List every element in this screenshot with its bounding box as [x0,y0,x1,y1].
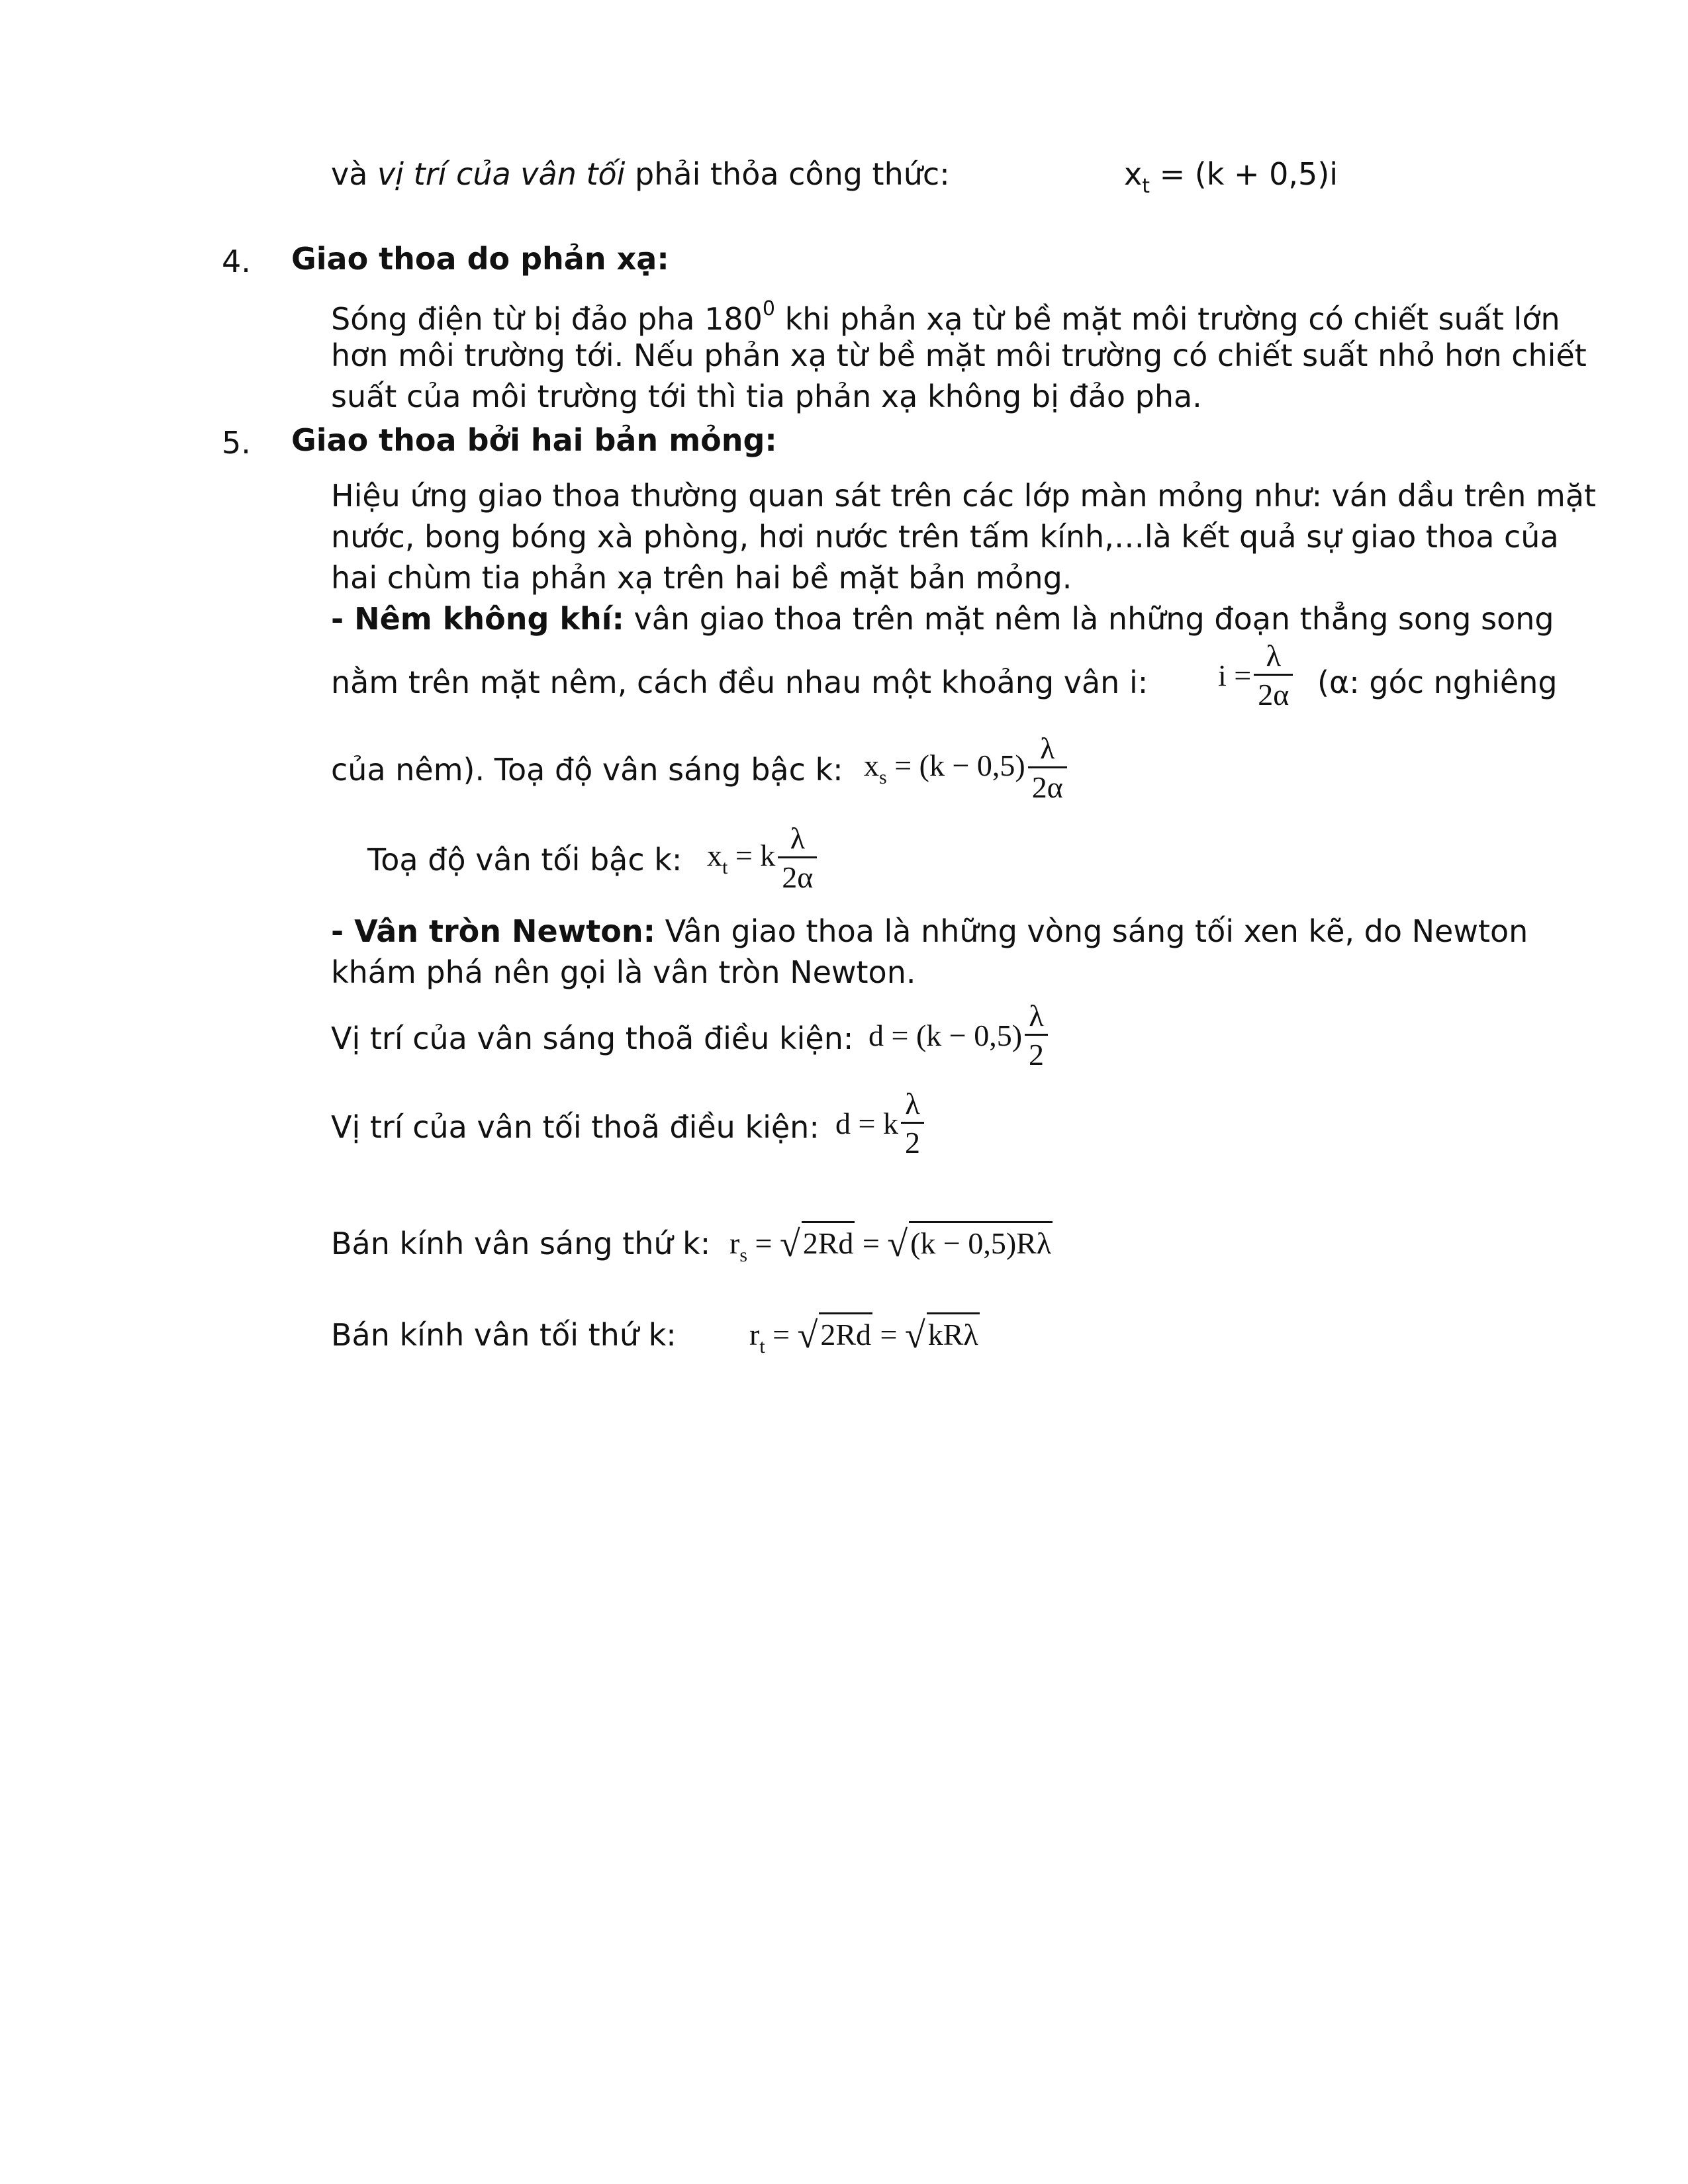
formula-x: x [1124,156,1143,192]
section-4-title-text: Giao thoa do phản xạ: [291,241,669,277]
section-4-para-line-2: hơn môi trường tới. Nếu phản xạ từ bề mặt môi trường có chiết suất nhỏ hơn chiết [331,338,1587,373]
rt-eq1: = [765,1318,798,1351]
formula-x-sub: t [1142,175,1150,198]
section-5-para-line-2: nước, bong bóng xà phòng, hơi nước trên tấm kính,…là kết quả sự giao thoa của [331,519,1559,555]
text-and: và [331,156,378,192]
bright-ring-radius-label: Bán kính vân sáng thứ k: [331,1226,711,1261]
text-formula-intro: phải thỏa công thức: [625,156,950,192]
numerator: λ [1040,731,1055,765]
bright-ring-radius-formula [729,1221,1053,1267]
xs-sub: s [879,766,887,788]
bright-fringe-coordinate-label: của nêm). Toạ độ vân sáng bậc k: [331,752,843,788]
bright-ring-condition-formula [868,1001,1051,1070]
section-4-para-line-1 [331,297,1560,337]
section-5-title-text: Giao thoa bởi hai bản mỏng: [291,422,777,458]
numerator: λ [905,1087,920,1120]
section-5-title [291,422,777,458]
dark-ring-radius-label: Bán kính vân tối thứ k: [331,1317,677,1353]
radical-icon: √ [797,1315,818,1356]
denominator: 2 [1025,1034,1048,1070]
dark-ring-condition-label: Vị trí của vân tối thoã điều kiện: [331,1109,820,1145]
lambda-over-2 [1025,1001,1048,1070]
xs-x: x [864,748,879,782]
rt-radicand-2: kRλ [927,1312,980,1352]
rt-r: r [749,1318,760,1351]
rs-radicand-2: (k − 0,5)Rλ [909,1221,1053,1261]
rs-radicand-1: 2Rd [802,1221,855,1261]
radical-icon: √ [887,1224,908,1265]
radical-icon: √ [779,1224,800,1265]
s4-p1-a: Sóng điện từ bị đảo pha 180 [331,301,763,337]
rs-r: r [729,1226,740,1260]
section-4-number: 4. [222,244,251,279]
dark-ring-radius-formula [749,1312,980,1358]
denominator: 2 [901,1122,924,1158]
fringe-spacing-formula [1218,641,1295,710]
formula-rest: = (k + 0,5)i [1150,156,1338,192]
rs-eq2: = [855,1226,888,1260]
rs-sub: s [739,1244,748,1266]
s4-p1-sup: 0 [762,297,775,320]
air-wedge-line-2: nằm trên mặt nêm, cách đều nhau một khoảng vân i: [331,664,1149,700]
i-lhs: i = [1218,659,1252,692]
bright-fringe-coordinate-formula [864,733,1070,803]
section-5-para-line-1: Hiệu ứng giao thoa thường quan sát trên các lớp màn mỏng như: ván dầu trên mặt [331,478,1597,514]
denominator: 2α [1254,674,1293,710]
d2-lhs: d = k [835,1107,898,1140]
lambda-over-2alpha [778,823,817,893]
lambda-over-2 [901,1089,924,1158]
radical-icon: √ [905,1315,925,1356]
newton-rings-text: Vân giao thoa là những vòng sáng tối xen kẽ, do Newton [655,913,1528,949]
section-4-title [291,241,669,277]
air-wedge-line-1 [331,601,1554,637]
xt-mid: = k [727,838,776,872]
section-5-number: 5. [222,425,251,461]
dark-ring-condition-formula [835,1089,927,1158]
air-wedge-label: - Nêm không khí: [331,601,624,637]
denominator: 2α [778,856,817,893]
newton-rings-line-2: khám phá nên gọi là vân tròn Newton. [331,954,916,990]
xt-sub: t [722,856,728,878]
dark-fringe-coordinate-label: Toạ độ vân tối bậc k: [367,842,682,878]
lambda-over-2alpha [1028,733,1067,803]
xs-mid: = (k − 0,5) [886,748,1025,782]
dark-fringe-coordinate-formula [707,823,820,893]
rs-eq1: = [747,1226,780,1260]
section-5-para-line-3: hai chùm tia phản xạ trên hai bề mặt bản mỏng. [331,560,1072,596]
numerator: λ [1029,999,1044,1032]
xt-x: x [707,838,722,872]
newton-rings-line-1 [331,913,1528,949]
rt-eq2: = [872,1318,905,1351]
wedge-angle-note: (α: góc nghiêng [1317,664,1558,700]
dark-fringe-formula [1124,156,1338,198]
dark-fringe-position-line [331,156,950,192]
lambda-over-2alpha [1254,641,1293,710]
rt-radicand-1: 2Rd [819,1312,872,1352]
air-wedge-text: vân giao thoa trên mặt nêm là những đoạn thẳng song song [624,601,1554,637]
rt-sub: t [759,1336,765,1357]
dark-fringe-position-italic: vị trí của vân tối [377,156,626,192]
numerator: λ [1266,639,1281,672]
denominator: 2α [1028,766,1067,803]
section-4-para-line-3: suất của môi trường tới thì tia phản xạ không bị đảo pha. [331,379,1202,414]
newton-rings-label: - Vân tròn Newton: [331,913,655,949]
numerator: λ [790,821,805,855]
s4-p1-b: khi phản xạ từ bề mặt môi trường có chiết suất lớn [775,301,1560,337]
d1-lhs: d = (k − 0,5) [868,1019,1023,1052]
bright-ring-condition-label: Vị trí của vân sáng thoã điều kiện: [331,1021,854,1056]
